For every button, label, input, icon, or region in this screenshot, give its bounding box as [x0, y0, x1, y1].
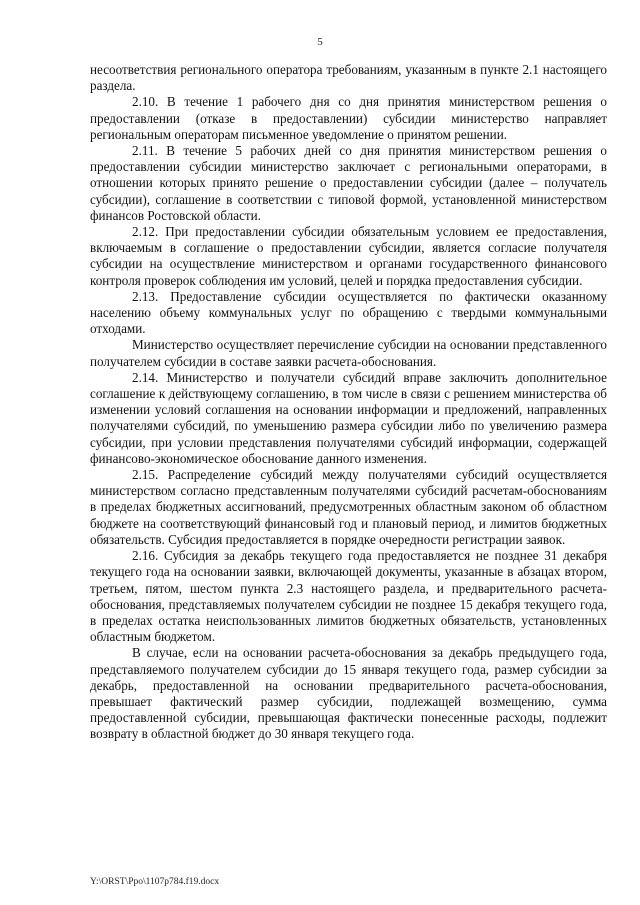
paragraph-2-16: 2.16. Субсидия за декабрь текущего года предоставляется не позднее 31 декабря текущего года на основании заявки, включающей документы, указанные в абзацах втором, третьем, пятом, шестом пункта 2.3 настоящего раздела, и предварительного расчета-обоснования, представляемых получателем субсидии не позднее 15 декабря текущего года, в пределах остатка неиспользованных лимитов бюджетных обязательств, установленных областным бюджетом. [90, 548, 607, 645]
paragraph-continuation: несоответствия регионального оператора требованиям, указанным в пункте 2.1 настоящего раздела. [90, 62, 607, 94]
paragraph-2-14: 2.14. Министерство и получатели субсидий вправе заключить дополнительное соглашение к действующему соглашению, в том числе в связи с решением министерства об изменении условий соглашения на основании информации и предложений, направленных получателями субсидий, по уменьшению размера субсидии либо по увеличению размера субсидии, при условии представления получателями субсидий информации, содержащей финансово-экономическое обоснование данного изменения. [90, 369, 607, 466]
paragraph-2-13: 2.13. Предоставление субсидии осуществляется по фактически оказанному населению объему коммунальных услуг по обращению с твердыми коммунальными отходами. [90, 288, 607, 337]
footer-file-path: Y:\ORST\Ppo\1107p784.f19.docx [90, 877, 220, 887]
paragraph-2-11: 2.11. В течение 5 рабочих дней со дня принятия министерством решения о предоставлении субсидии министерство заключает с региональными операторами, в отношении которых принято решение о предоставлении субсидии (далее – получатель субсидии), соглашение в соответствии с типовой формой, установленной министерством финансов Ростовской области. [90, 143, 607, 223]
page-number: 5 [317, 36, 323, 48]
document-body [90, 62, 607, 743]
paragraph-2-15: 2.15. Распределение субсидий между получателями субсидий осуществляется министерством согласно представленным получателями субсидий расчетам-обоснованиям в пределах бюджетных ассигнований, предусмотренных областным законом об областном бюджете на соответствующий финансовый год и плановый период, и лимитов бюджетных обязательств. Субсидия предоставляется в порядке очередности регистрации заявок. [90, 467, 607, 547]
paragraph-2-10: 2.10. В течение 1 рабочего дня со дня принятия министерством решения о предоставлении (отказе в предоставлении) субсидии министерство направляет региональным операторам письменное уведомление о принятом решении. [90, 94, 607, 142]
paragraph-2-16-refund: В случае, если на основании расчета-обоснования за декабрь предыдущего года, представляемого получателем субсидии до 15 января текущего года, размер субсидии за декабрь, предоставленной на основании предварительного расчета-обоснования, превышает фактический размер субсидии, подлежащей возмещению, сумма предоставленной субсидии, превышающая фактически понесенные расходы, подлежит возврату в областной бюджет до 30 января текущего года. [90, 645, 607, 742]
paragraph-2-13-transfer: Министерство осуществляет перечисление субсидии на основании представленного получателем субсидии в составе заявки расчета-обоснования. [90, 337, 607, 369]
paragraph-2-12: 2.12. При предоставлении субсидии обязательным условием ее предоставления, включаемым в соглашение о предоставлении субсидии, является согласие получателя субсидии на осуществление министерством и органами государственного финансового контроля проверок соблюдения им условий, целей и порядка предоставления субсидии. [90, 224, 607, 288]
